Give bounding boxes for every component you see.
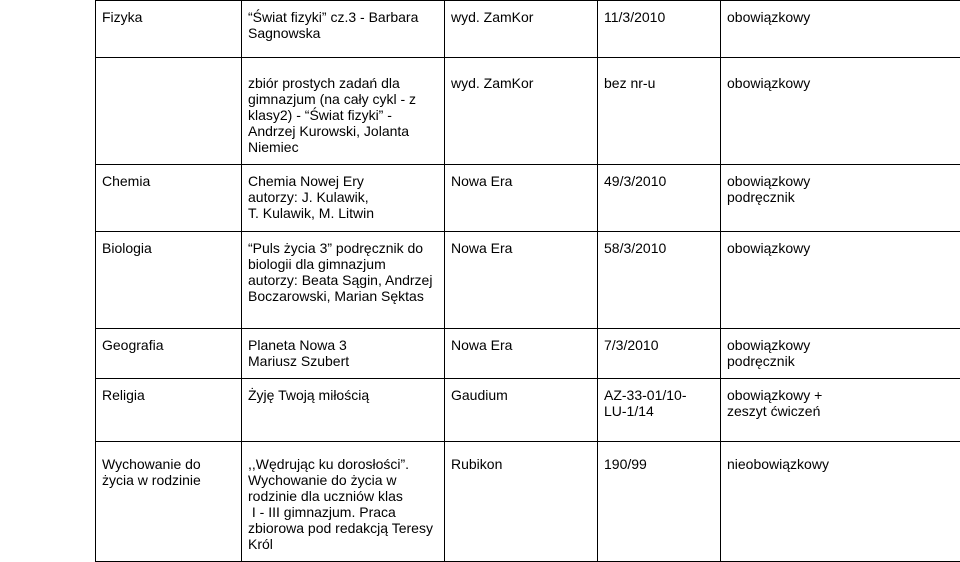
publisher-cell: Gaudium [445,379,598,442]
number-cell: bez nr-u [598,58,721,165]
title-cell: Chemia Nowej Ery autorzy: J. Kulawik, T. Kulawik, M. Litwin [242,165,445,232]
title-cell: “Świat fizyki” cz.3 - Barbara Sagnowska [242,1,445,58]
title-cell: “Puls życia 3” podręcznik do biologii dla gimnazjum autorzy: Beata Sągin, Andrzej Boczarowski, Marian Sęktas [242,232,445,329]
status-cell: obowiązkowy [721,232,960,329]
publisher-cell: wyd. ZamKor [445,58,598,165]
table-row [96,442,960,562]
table-row [96,232,960,329]
table-row [96,58,960,165]
number-cell: 190/99 [598,442,721,562]
number-cell: 11/3/2010 [598,1,721,58]
textbook-table [95,0,960,562]
subject-cell: Geografia [96,329,242,379]
subject-cell: Wychowanie do życia w rodzinie [96,442,242,562]
publisher-cell: Nowa Era [445,329,598,379]
subject-cell [96,58,242,165]
number-cell: AZ-33-01/10- LU-1/14 [598,379,721,442]
title-cell: zbiór prostych zadań dla gimnazjum (na cały cykl - z klasy2) - “Świat fizyki” - Andrzej Kurowski, Jolanta Niemiec [242,58,445,165]
subject-cell: Biologia [96,232,242,329]
table-row [96,165,960,232]
publisher-cell: wyd. ZamKor [445,1,598,58]
table-row [96,1,960,58]
number-cell: 58/3/2010 [598,232,721,329]
status-cell: obowiązkowy [721,1,960,58]
publisher-cell: Rubikon [445,442,598,562]
table-row [96,379,960,442]
number-cell: 7/3/2010 [598,329,721,379]
subject-cell: Fizyka [96,1,242,58]
title-cell: ,,Wędrując ku dorosłości”. Wychowanie do życia w rodzinie dla uczniów klas I - III gimnazjum. Praca zbiorowa pod redakcją Teresy Król [242,442,445,562]
publisher-cell: Nowa Era [445,232,598,329]
status-cell: obowiązkowy [721,58,960,165]
table-row [96,329,960,379]
status-cell: obowiązkowy podręcznik [721,165,960,232]
status-cell: obowiązkowy podręcznik [721,329,960,379]
title-cell: Żyję Twoją miłością [242,379,445,442]
status-cell: nieobowiązkowy [721,442,960,562]
status-cell: obowiązkowy + zeszyt ćwiczeń [721,379,960,442]
publisher-cell: Nowa Era [445,165,598,232]
subject-cell: Chemia [96,165,242,232]
number-cell: 49/3/2010 [598,165,721,232]
subject-cell: Religia [96,379,242,442]
title-cell: Planeta Nowa 3 Mariusz Szubert [242,329,445,379]
